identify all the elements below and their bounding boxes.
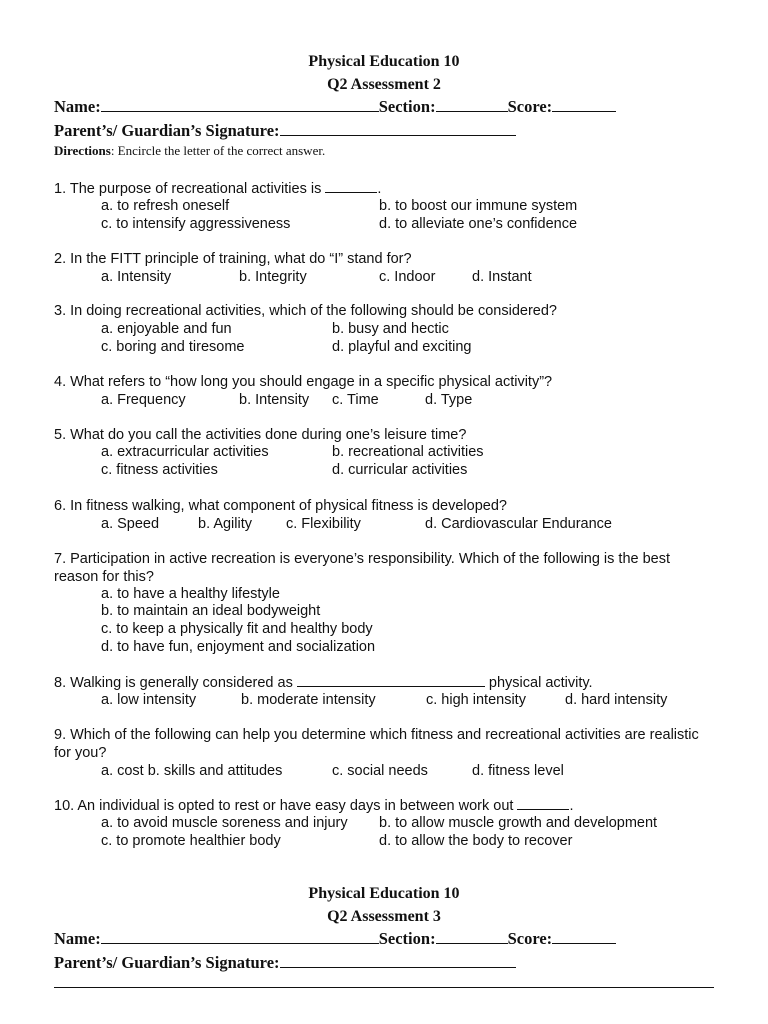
question-options: [0, 391, 768, 409]
option[interactable]: c. high intensity: [426, 692, 526, 708]
option[interactable]: d. Cardiovascular Endurance: [425, 516, 612, 532]
score-label: Score:: [507, 97, 553, 116]
assessment-subtitle: Q2 Assessment 2: [327, 76, 441, 93]
option[interactable]: a. Frequency: [101, 392, 186, 408]
question-stem: 2. In the FITT principle of training, what do “I” stand for?: [54, 251, 412, 267]
name-label: Name:: [54, 929, 101, 948]
answer-blank: [297, 673, 485, 687]
section-label: Section:: [378, 929, 436, 948]
question-options: [0, 461, 768, 479]
signature-field[interactable]: [280, 121, 516, 136]
question-options: [0, 585, 768, 603]
option[interactable]: d. playful and exciting: [332, 339, 472, 355]
option[interactable]: b. to allow muscle growth and development: [379, 815, 658, 831]
name-label: Name:: [54, 97, 101, 116]
question-options: [0, 215, 768, 233]
question-stem: 10. An individual is opted to rest or have easy days in between work out .: [54, 798, 574, 814]
question-stem: 8. Walking is generally considered as physical activity.: [54, 675, 593, 691]
directions-label: Directions: [54, 143, 111, 158]
name-field[interactable]: [101, 97, 379, 112]
option[interactable]: d. curricular activities: [332, 462, 468, 478]
question-stem: 3. In doing recreational activities, which of the following should be considered?: [54, 303, 557, 319]
option[interactable]: c. Time: [332, 392, 379, 408]
option[interactable]: d. Type: [425, 392, 473, 408]
question-options: [0, 691, 768, 709]
question-options: [0, 197, 768, 215]
question-options: [0, 268, 768, 286]
option[interactable]: b. Agility: [198, 516, 252, 532]
option[interactable]: d. fitness level: [472, 763, 564, 779]
option[interactable]: d. Instant: [472, 269, 532, 285]
option[interactable]: a. to have a healthy lifestyle: [101, 586, 280, 602]
option[interactable]: a. extracurricular activities: [101, 444, 269, 460]
worksheet-title: Physical Education 10: [308, 53, 460, 70]
question-options: [0, 638, 768, 656]
question-options: [0, 515, 768, 533]
section-label: Section:: [378, 97, 436, 116]
option[interactable]: c. to promote healthier body: [101, 833, 281, 849]
option[interactable]: b. to maintain an ideal bodyweight: [101, 603, 321, 619]
option[interactable]: a. to avoid muscle soreness and injury: [101, 815, 348, 831]
option[interactable]: d. to allow the body to recover: [379, 833, 573, 849]
option[interactable]: b. Integrity: [239, 269, 307, 285]
question-stem: 1. The purpose of recreational activities is .: [54, 181, 382, 197]
option[interactable]: c. to intensify aggressiveness: [101, 216, 291, 232]
worksheet-title-2: Physical Education 10: [308, 885, 460, 902]
score-field[interactable]: [552, 97, 616, 112]
question-options: [0, 832, 768, 850]
directions-text: : Encircle the letter of the correct answer.: [110, 143, 326, 158]
option[interactable]: a. to refresh oneself: [101, 198, 230, 214]
question-stem: 7. Participation in active recreation is everyone’s responsibility. Which of the following is the best reason for this?: [54, 551, 671, 585]
directions: [54, 142, 325, 160]
assessment-subtitle-2: Q2 Assessment 3: [327, 908, 441, 925]
question-options: [0, 620, 768, 638]
question-options: [0, 762, 768, 780]
signature-label: Parent’s/ Guardian’s Signature:: [54, 953, 280, 972]
option[interactable]: b. Intensity: [239, 392, 310, 408]
question-stem: 9. Which of the following can help you determine which fitness and recreational activities are realistic for you?: [54, 727, 699, 761]
option[interactable]: b. moderate intensity: [241, 692, 376, 708]
option[interactable]: c. boring and tiresome: [101, 339, 245, 355]
name-field[interactable]: [101, 929, 379, 944]
section-field[interactable]: [436, 929, 508, 944]
question-options: [0, 338, 768, 356]
name-section-score-line: [54, 96, 616, 118]
signature-line-2: [54, 952, 516, 974]
option[interactable]: c. Flexibility: [286, 516, 361, 532]
option[interactable]: b. busy and hectic: [332, 321, 449, 337]
question-options: [0, 602, 768, 620]
option[interactable]: d. hard intensity: [565, 692, 668, 708]
option[interactable]: a. enjoyable and fun: [101, 321, 232, 337]
question-options: [0, 814, 768, 832]
option[interactable]: a. cost b. skills and attitudes: [101, 763, 283, 779]
signature-field[interactable]: [280, 953, 516, 968]
divider-line: [54, 987, 714, 988]
option[interactable]: c. Indoor: [379, 269, 436, 285]
option[interactable]: c. to keep a physically fit and healthy body: [101, 621, 373, 637]
name-section-score-line-2: [54, 928, 616, 950]
score-label: Score:: [507, 929, 553, 948]
answer-blank: [517, 796, 569, 810]
section-field[interactable]: [436, 97, 508, 112]
score-field[interactable]: [552, 929, 616, 944]
option[interactable]: a. Intensity: [101, 269, 172, 285]
question-stem: 4. What refers to “how long you should engage in a specific physical activity”?: [54, 374, 553, 390]
question-stem: 6. In fitness walking, what component of physical fitness is developed?: [54, 498, 507, 514]
signature-label: Parent’s/ Guardian’s Signature:: [54, 121, 280, 140]
signature-line: [54, 120, 516, 142]
answer-blank: [325, 179, 377, 193]
question-options: [0, 443, 768, 461]
option[interactable]: b. to boost our immune system: [379, 198, 578, 214]
option[interactable]: b. recreational activities: [332, 444, 484, 460]
option[interactable]: c. social needs: [332, 763, 428, 779]
option[interactable]: d. to alleviate one’s confidence: [379, 216, 578, 232]
option[interactable]: d. to have fun, enjoyment and socialization: [101, 639, 376, 655]
option[interactable]: a. low intensity: [101, 692, 197, 708]
option[interactable]: a. Speed: [101, 516, 160, 532]
option[interactable]: c. fitness activities: [101, 462, 218, 478]
question-options: [0, 320, 768, 338]
question-stem: 5. What do you call the activities done during one’s leisure time?: [54, 427, 467, 443]
